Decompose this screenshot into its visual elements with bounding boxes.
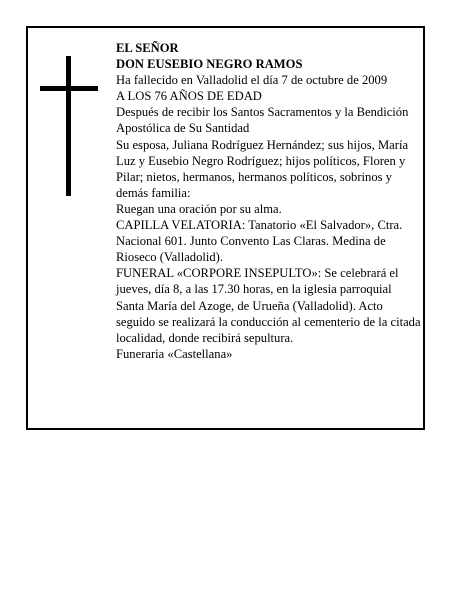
deceased-title: EL SEÑOR	[116, 41, 179, 55]
wake-info: CAPILLA VELATORIA: Tanatorio «El Salvador», Ctra. Nacional 601. Junto Convento Las Claras. Medina de Rioseco (Valladolid).	[116, 218, 403, 265]
prayer-request: Ruegan una oración por su alma.	[116, 201, 282, 216]
deceased-name: DON EUSEBIO NEGRO RAMOS	[116, 57, 303, 72]
obituary-notice	[26, 26, 425, 430]
sacraments-statement: Después de recibir los Santos Sacramentos y la Bendición Apostólica de Su Santidad	[116, 105, 409, 136]
cross-vertical-bar	[66, 56, 71, 196]
funeral-home: Funeraria «Castellana»	[116, 346, 233, 361]
cross-horizontal-bar	[40, 86, 98, 91]
death-statement: Ha fallecido en Valladolid el día 7 de octubre de 2009	[116, 73, 388, 88]
family-statement: Su esposa, Juliana Rodríguez Hernández; sus hijos, María Luz y Eusebio Negro Rodríguez; hijos políticos, Floren y Pilar; nietos, hermanos, hermanos políticos, sobrinos y demás familia:	[116, 137, 409, 200]
age-statement: A LOS 76 AÑOS DE EDAD	[116, 89, 262, 104]
funeral-info: FUNERAL «CORPORE INSEPULTO»: Se celebrará el jueves, día 8, a las 17.30 horas, en la iglesia parroquial Santa María del Azoge, de Urueña (Valladolid). Acto seguido se realizará la conducción al cementerio de la citada localidad, donde recibirá sepultura.	[116, 266, 421, 345]
obituary-text	[116, 40, 422, 362]
